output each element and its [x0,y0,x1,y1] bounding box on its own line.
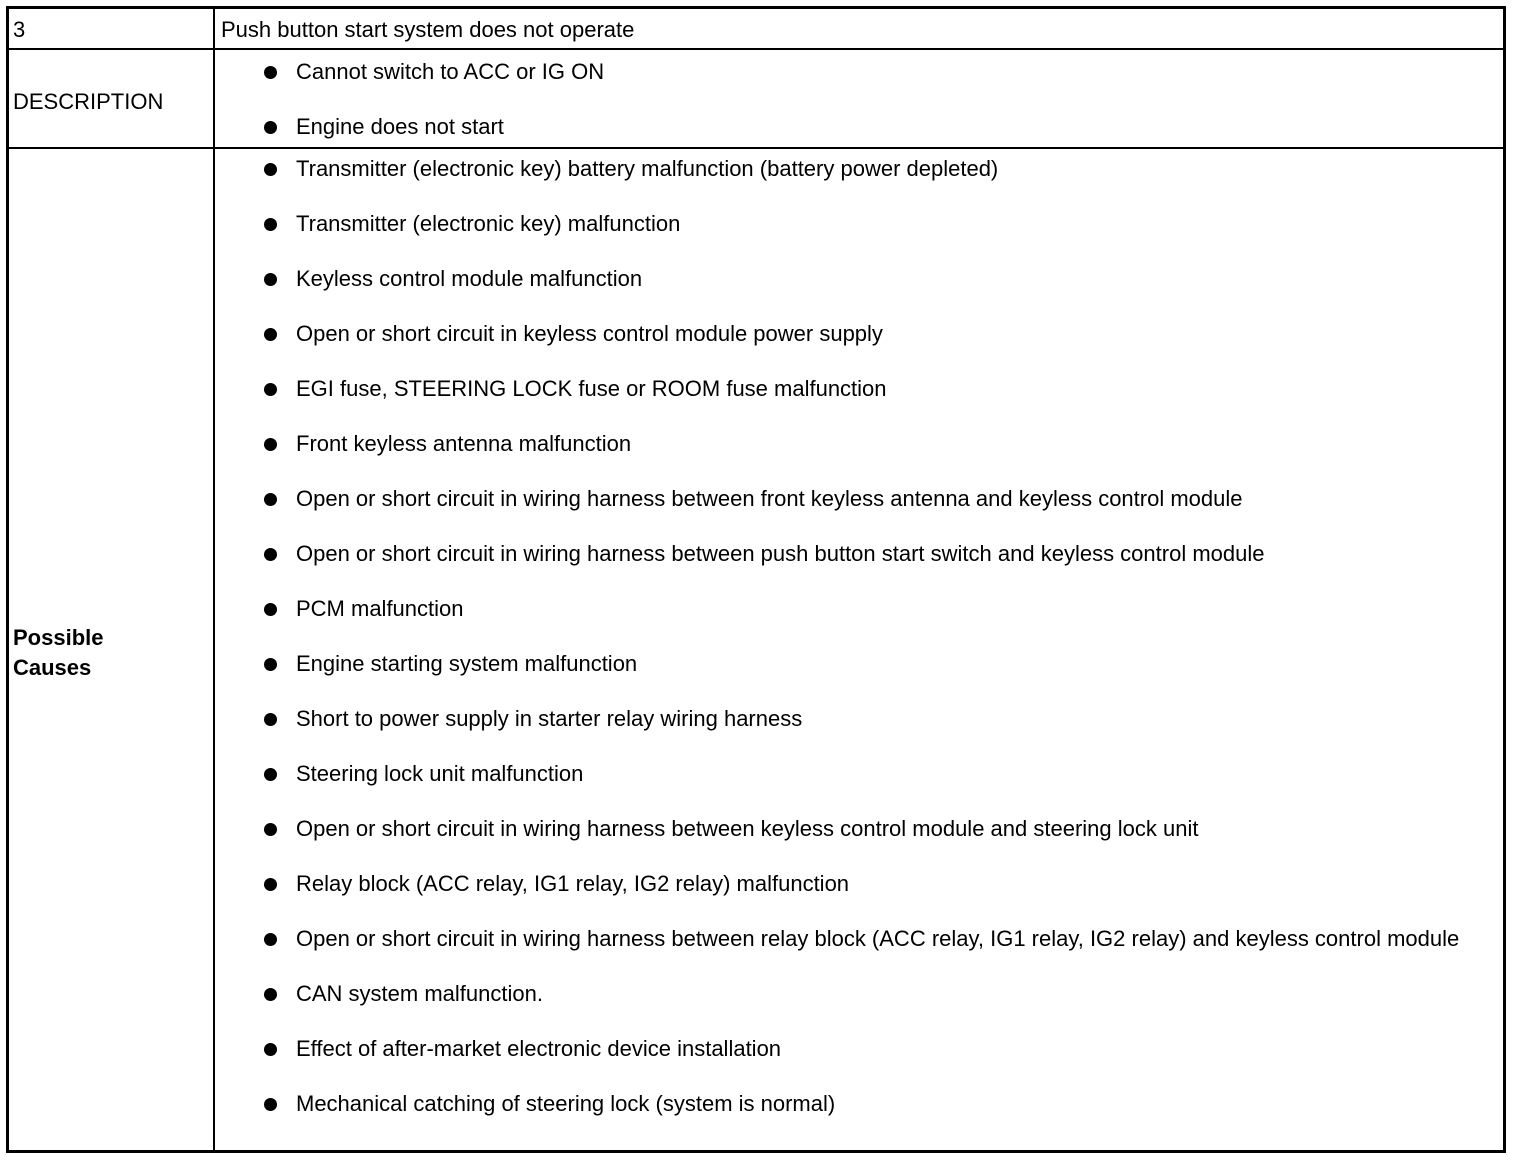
bullet-icon [264,163,277,176]
cause-item [215,484,1503,514]
bullet-icon [264,603,277,616]
bullet-icon [264,988,277,1001]
cause-item-text: Transmitter (electronic key) battery malfunction (battery power depleted) [296,156,999,181]
cause-item-text: PCM malfunction [296,596,464,621]
cause-item [215,209,1503,239]
cause-item [215,1089,1503,1119]
cause-item-text: Front keyless antenna malfunction [296,431,632,456]
cause-item [215,759,1503,789]
item-number: 3 [13,17,26,42]
cause-item-text: Engine starting system malfunction [296,651,638,676]
cause-item-text: Open or short circuit in wiring harness between push button start switch and keyless control module [296,541,1265,566]
causes-list [215,154,1503,1144]
cause-item-text: EGI fuse, STEERING LOCK fuse or ROOM fuse malfunction [296,376,887,401]
bullet-icon [264,438,277,451]
header-row [9,9,1503,50]
cause-item [215,704,1503,734]
description-content-cell [215,50,1503,147]
description-item-text: Cannot switch to ACC or IG ON [296,59,605,84]
bullet-icon [264,878,277,891]
bullet-icon [264,218,277,231]
cause-item-text: Short to power supply in starter relay wiring harness [296,706,803,731]
bullet-icon [264,328,277,341]
causes-content-cell [215,149,1503,1150]
bullet-icon [264,658,277,671]
cause-item [215,814,1503,844]
cause-item-text: Open or short circuit in wiring harness between relay block (ACC relay, IG1 relay, IG2 relay) and keyless control module [296,926,1460,951]
cause-item [215,869,1503,899]
bullet-icon [264,1043,277,1056]
bullet-icon [264,66,277,79]
causes-label-line1: Possible [13,625,104,650]
cause-item-text: Open or short circuit in wiring harness between keyless control module and steering lock unit [296,816,1199,841]
cause-item [215,594,1503,624]
cause-item [215,649,1503,679]
cause-item [215,924,1503,954]
causes-label-line2: Causes [13,655,92,680]
description-item [215,57,1503,87]
cause-item-text: CAN system malfunction. [296,981,543,1006]
bullet-icon [264,713,277,726]
bullet-icon [264,1098,277,1111]
bullet-icon [264,383,277,396]
cause-item-text: Open or short circuit in wiring harness between front keyless antenna and keyless control module [296,486,1243,511]
bullet-icon [264,273,277,286]
bullet-icon [264,933,277,946]
bullet-icon [264,768,277,781]
possible-causes-row [9,149,1503,1150]
cause-item [215,979,1503,1009]
bullet-icon [264,493,277,506]
cause-item-text: Transmitter (electronic key) malfunction [296,211,681,236]
cause-item-text: Open or short circuit in keyless control module power supply [296,321,883,346]
description-row [9,50,1503,149]
cause-item [215,154,1503,184]
cause-item-text: Mechanical catching of steering lock (system is normal) [296,1091,836,1116]
cause-item [215,429,1503,459]
description-item [215,112,1503,142]
causes-label-cell [9,149,215,1150]
bullet-icon [264,548,277,561]
number-cell [9,9,215,48]
cause-item [215,539,1503,569]
cause-item [215,264,1503,294]
bullet-icon [264,823,277,836]
description-label-cell [9,50,215,147]
cause-item [215,1034,1503,1064]
cause-item-text: Relay block (ACC relay, IG1 relay, IG2 relay) malfunction [296,871,850,896]
cause-item [215,319,1503,349]
cause-item-text: Steering lock unit malfunction [296,761,584,786]
cause-item-text: Effect of after-market electronic device installation [296,1036,782,1061]
description-item-text: Engine does not start [296,114,504,139]
troubleshooting-table [6,6,1506,1153]
bullet-icon [264,121,277,134]
cause-item-text: Keyless control module malfunction [296,266,643,291]
causes-label [13,623,193,683]
symptom-title: Push button start system does not operate [221,17,635,42]
description-label: DESCRIPTION [13,89,164,114]
title-cell [215,9,1503,48]
cause-item [215,374,1503,404]
